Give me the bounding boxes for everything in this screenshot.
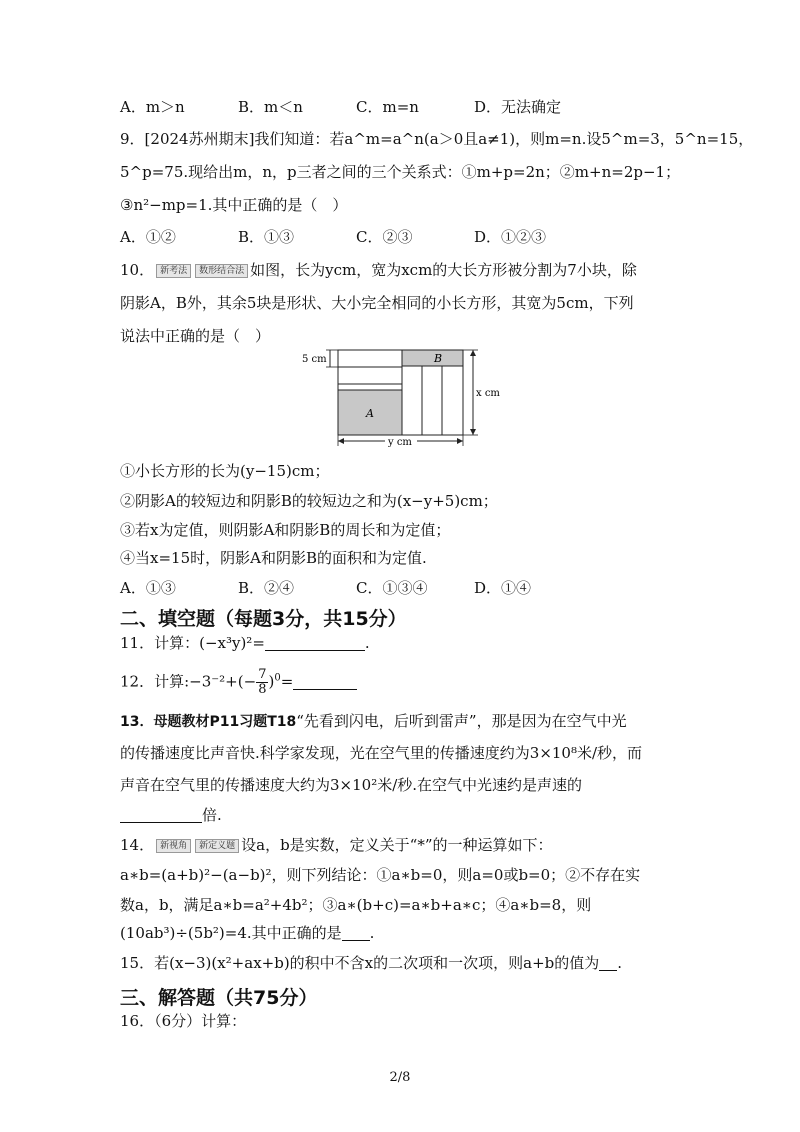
q13-answer-blank[interactable] (120, 806, 202, 823)
q11-answer-blank[interactable] (265, 634, 365, 651)
q10-line-1 (120, 259, 637, 281)
q10-statement-3: ③若x为定值，则阴影A和阴影B的周长和为定值； (120, 521, 451, 539)
q10-option-c: C．①③④ (356, 579, 428, 597)
q14-line-4: (10ab³)÷(5b²)=4.其中正确的是 . (120, 924, 375, 942)
q10-statement-1: ①小长方形的长为(y−15)cm； (120, 462, 330, 480)
shaded-region-b (402, 350, 463, 366)
q14-tag-new-view: 新视角 (156, 839, 191, 853)
q13-line-3: 声音在空气里的传播速度大约为3×10²米/秒.在空气中光速约是声速的 (120, 776, 583, 794)
q13-line-2: 的传播速度比声音快.科学家发现，光在空气里的传播速度约为3×10⁸米/秒，而 (120, 744, 643, 762)
q9-option-c: C．②③ (356, 228, 413, 246)
q10-line-2: 阴影A，B外，其余5块是形状、大小完全相同的小长方形，其宽为5cm，下列 (120, 294, 634, 312)
q9-option-a: A．①② (120, 228, 176, 246)
q13-line-1: 13．母题教材P11习题T18“先看到闪电，后听到雷声”，那是因为在空气中光 (120, 712, 627, 730)
q10-statement-4: ④当x=15时，阴影A和阴影B的面积和为定值. (120, 549, 427, 567)
q15: 15．若(x−3)(x²+ax+b)的积中不含x的二次项和一次项，则a+b的值为 . (120, 954, 623, 972)
q14-tag-new-definition: 新定义题 (195, 839, 239, 853)
q15-answer-blank[interactable] (599, 954, 617, 971)
section-2-heading: 二、填空题（每题3分，共15分） (120, 608, 407, 630)
q9-line-1: 9．[2024苏州期末]我们知道：若a^m=a^n(a＞0且a≠1)，则m=n.设5^m=3，5^n=15， (120, 130, 754, 148)
q10-tag-new-method: 新考法 (156, 264, 191, 278)
q13-line-4: 倍. (120, 804, 222, 826)
section-3-heading: 三、解答题（共75分） (120, 987, 318, 1009)
q9-option-b: B．①③ (238, 228, 295, 246)
q10-option-a: A．①③ (120, 579, 176, 597)
q14-answer-blank[interactable] (342, 924, 370, 941)
label-5cm: 5 cm (302, 354, 327, 365)
label-ycm: y cm (388, 437, 412, 448)
q10-line-3: 说法中正确的是（ ） (120, 327, 271, 345)
q9-line-2: 5^p=75.现给出m，n，p三者之间的三个关系式：①m+p=2n；②m+n=2p−1； (120, 163, 681, 181)
q16: 16．（6分）计算： (120, 1012, 247, 1030)
label-a: A (366, 407, 374, 420)
q8-option-c: C．m=n (356, 98, 419, 116)
q8-option-d: D．无法确定 (474, 98, 562, 116)
q10-option-b: B．②④ (238, 579, 295, 597)
q9-option-d: D．①②③ (474, 228, 547, 246)
label-b: B (434, 352, 443, 365)
q10-statement-2: ②阴影A的较短边和阴影B的较短边之和为(x−y+5)cm； (120, 492, 498, 510)
q8-option-a: A．m＞n (120, 98, 185, 116)
q10-tag-shape-number: 数形结合法 (195, 264, 248, 278)
label-xcm: x cm (476, 388, 500, 399)
q10-option-d: D．①④ (474, 579, 532, 597)
q14-line-2: a∗b=(a+b)²−(a−b)²，则下列结论：①a∗b=0，则a=0或b=0；②不存在实 (120, 866, 641, 884)
q10-figure (300, 340, 510, 452)
q12-answer-blank[interactable] (293, 673, 357, 690)
q12-fraction: $\frac{7}{8}$ (258, 667, 267, 697)
q14-line-1: 14． 新视角 新定义题 设a，b是实数，定义关于“*”的一种运算如下： (120, 836, 553, 854)
q9-line-3: ③n²−mp=1.其中正确的是（ ） (120, 196, 348, 214)
page-number: 2/8 (389, 1070, 411, 1085)
q12-text: 12．计算:−3⁻²+(− (120, 672, 257, 691)
q14-line-3: 数a，b，满足a∗b=a²+4b²；③a∗(b+c)=a∗b+a∗c；④a∗b=8，则 (120, 896, 592, 914)
q11: 11．计算：(−x³y)²= . (120, 634, 370, 652)
q11-text: 11．计算：(−x³y)²= (120, 634, 265, 652)
q13-source: 13．母题教材P11习题T18 (120, 714, 297, 730)
q8-option-b: B．m＜n (238, 98, 303, 116)
q12: 12．计算:−3⁻²+(− $\frac{7}{8}$ )$^0$= (120, 668, 357, 697)
q10-text-1: 如图，长为ycm，宽为xcm的大长方形被分割为7小块，除 (250, 261, 637, 279)
q10-number: 10． (120, 261, 155, 279)
